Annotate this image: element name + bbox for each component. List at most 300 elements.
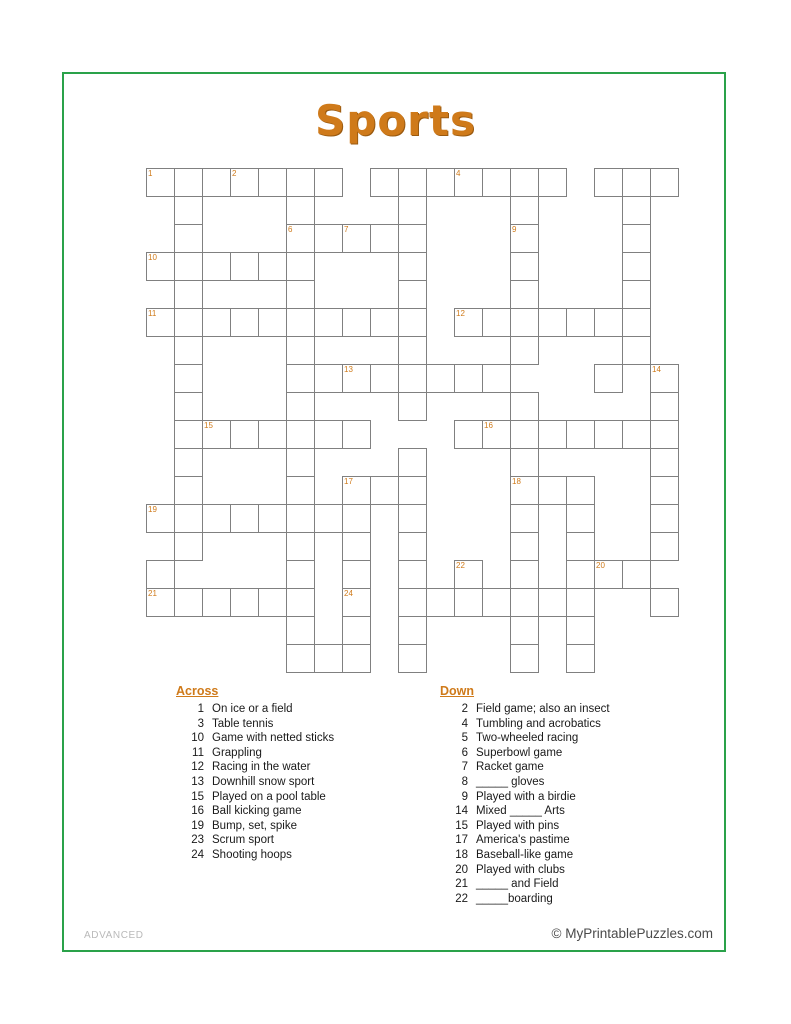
grid-blank bbox=[427, 225, 455, 253]
grid-row bbox=[147, 617, 679, 645]
grid-cell[interactable] bbox=[623, 281, 651, 309]
grid-cell[interactable] bbox=[651, 505, 679, 533]
grid-blank bbox=[231, 225, 259, 253]
grid-cell[interactable] bbox=[399, 253, 427, 281]
grid-blank bbox=[315, 533, 343, 561]
grid-blank bbox=[539, 337, 567, 365]
grid-cell[interactable] bbox=[203, 309, 231, 337]
grid-cell[interactable] bbox=[287, 645, 315, 673]
grid-cell[interactable] bbox=[483, 309, 511, 337]
grid-cell[interactable] bbox=[175, 505, 203, 533]
grid-cell-number: 24 bbox=[344, 589, 353, 598]
grid-cell[interactable] bbox=[203, 421, 231, 449]
crossword-grid[interactable] bbox=[146, 168, 679, 673]
grid-cell[interactable] bbox=[511, 281, 539, 309]
grid-blank bbox=[231, 197, 259, 225]
grid-cell[interactable] bbox=[343, 589, 371, 617]
grid-cell[interactable] bbox=[567, 421, 595, 449]
grid-cell[interactable] bbox=[371, 365, 399, 393]
grid-cell[interactable] bbox=[623, 197, 651, 225]
grid-blank bbox=[427, 281, 455, 309]
grid-blank bbox=[203, 225, 231, 253]
grid-blank bbox=[455, 533, 483, 561]
grid-cell[interactable] bbox=[567, 589, 595, 617]
grid-cell[interactable] bbox=[203, 589, 231, 617]
grid-blank bbox=[203, 477, 231, 505]
clue-text: Racket game bbox=[476, 761, 544, 774]
grid-cell[interactable] bbox=[539, 309, 567, 337]
grid-blank bbox=[259, 533, 287, 561]
grid-cell[interactable] bbox=[399, 225, 427, 253]
copyright-notice: © MyPrintablePuzzles.com bbox=[551, 926, 713, 941]
grid-blank bbox=[623, 365, 651, 393]
grid-cell[interactable] bbox=[399, 281, 427, 309]
grid-blank bbox=[539, 281, 567, 309]
grid-cell[interactable] bbox=[399, 645, 427, 673]
grid-blank bbox=[623, 477, 651, 505]
clue-text: Ball kicking game bbox=[212, 805, 302, 818]
grid-cell[interactable] bbox=[287, 477, 315, 505]
grid-cell[interactable] bbox=[511, 337, 539, 365]
grid-blank bbox=[483, 197, 511, 225]
grid-cell[interactable] bbox=[511, 477, 539, 505]
grid-cell-number: 10 bbox=[148, 253, 157, 262]
grid-cell[interactable] bbox=[511, 253, 539, 281]
grid-cell[interactable] bbox=[315, 169, 343, 197]
grid-cell[interactable] bbox=[147, 505, 175, 533]
grid-cell[interactable] bbox=[343, 645, 371, 673]
grid-blank bbox=[595, 281, 623, 309]
grid-cell[interactable] bbox=[343, 477, 371, 505]
grid-blank bbox=[371, 505, 399, 533]
grid-blank bbox=[343, 253, 371, 281]
grid-cell[interactable] bbox=[511, 533, 539, 561]
grid-cell[interactable] bbox=[595, 421, 623, 449]
across-heading: Across bbox=[176, 684, 219, 698]
grid-cell[interactable] bbox=[287, 225, 315, 253]
grid-cell[interactable] bbox=[259, 589, 287, 617]
grid-cell[interactable] bbox=[343, 617, 371, 645]
grid-cell[interactable] bbox=[651, 449, 679, 477]
grid-blank bbox=[427, 253, 455, 281]
grid-blank bbox=[315, 561, 343, 589]
grid-cell[interactable] bbox=[175, 421, 203, 449]
grid-blank bbox=[427, 561, 455, 589]
clue-number: 9 bbox=[461, 790, 468, 803]
grid-blank bbox=[371, 337, 399, 365]
grid-blank bbox=[203, 561, 231, 589]
grid-blank bbox=[539, 365, 567, 393]
grid-cell[interactable] bbox=[651, 421, 679, 449]
grid-cell-number: 15 bbox=[204, 421, 213, 430]
grid-blank bbox=[483, 337, 511, 365]
grid-blank bbox=[595, 197, 623, 225]
grid-cell-number: 2 bbox=[232, 169, 237, 178]
grid-cell[interactable] bbox=[287, 561, 315, 589]
grid-cell[interactable] bbox=[287, 421, 315, 449]
grid-cell[interactable] bbox=[315, 505, 343, 533]
grid-cell[interactable] bbox=[315, 421, 343, 449]
grid-cell[interactable] bbox=[483, 589, 511, 617]
grid-cell[interactable] bbox=[399, 309, 427, 337]
grid-cell[interactable] bbox=[595, 169, 623, 197]
clue-number: 22 bbox=[455, 892, 468, 905]
grid-cell[interactable] bbox=[595, 309, 623, 337]
grid-cell[interactable] bbox=[287, 281, 315, 309]
grid-cell[interactable] bbox=[399, 169, 427, 197]
grid-cell[interactable] bbox=[651, 589, 679, 617]
grid-row bbox=[147, 309, 679, 337]
grid-row bbox=[147, 589, 679, 617]
grid-cell[interactable] bbox=[147, 169, 175, 197]
clue-number: 15 bbox=[191, 790, 204, 803]
grid-blank bbox=[371, 393, 399, 421]
grid-cell[interactable] bbox=[343, 561, 371, 589]
grid-cell[interactable] bbox=[427, 365, 455, 393]
grid-cell[interactable] bbox=[399, 617, 427, 645]
grid-blank bbox=[147, 281, 175, 309]
grid-cell[interactable] bbox=[399, 589, 427, 617]
grid-blank bbox=[539, 393, 567, 421]
grid-blank bbox=[259, 281, 287, 309]
grid-cell[interactable] bbox=[567, 617, 595, 645]
grid-row bbox=[147, 225, 679, 253]
grid-blank bbox=[427, 337, 455, 365]
grid-row bbox=[147, 533, 679, 561]
grid-cell[interactable] bbox=[511, 505, 539, 533]
grid-cell[interactable] bbox=[287, 449, 315, 477]
grid-blank bbox=[483, 617, 511, 645]
clue-number: 2 bbox=[461, 703, 468, 715]
grid-cell[interactable] bbox=[399, 505, 427, 533]
grid-blank bbox=[483, 645, 511, 673]
grid-cell[interactable] bbox=[511, 645, 539, 673]
grid-cell[interactable] bbox=[343, 225, 371, 253]
grid-blank bbox=[483, 477, 511, 505]
grid-cell-number: 14 bbox=[652, 365, 661, 374]
grid-cell[interactable] bbox=[287, 533, 315, 561]
grid-cell[interactable] bbox=[567, 645, 595, 673]
grid-cell[interactable] bbox=[371, 477, 399, 505]
grid-cell[interactable] bbox=[315, 309, 343, 337]
grid-cell[interactable] bbox=[623, 337, 651, 365]
grid-cell[interactable] bbox=[483, 365, 511, 393]
grid-blank bbox=[147, 337, 175, 365]
clue-text: Grappling bbox=[212, 746, 262, 759]
grid-cell[interactable] bbox=[287, 617, 315, 645]
grid-blank bbox=[595, 589, 623, 617]
grid-cell[interactable] bbox=[287, 393, 315, 421]
grid-cell[interactable] bbox=[371, 225, 399, 253]
grid-cell[interactable] bbox=[511, 393, 539, 421]
grid-cell[interactable] bbox=[231, 589, 259, 617]
grid-blank bbox=[595, 505, 623, 533]
grid-blank bbox=[567, 197, 595, 225]
grid-blank bbox=[595, 337, 623, 365]
grid-cell[interactable] bbox=[287, 169, 315, 197]
clue-text: Played on a pool table bbox=[212, 790, 326, 803]
grid-cell[interactable] bbox=[511, 449, 539, 477]
clue-text: Scrum sport bbox=[212, 834, 274, 847]
grid-blank bbox=[231, 617, 259, 645]
grid-blank bbox=[231, 393, 259, 421]
grid-cell[interactable] bbox=[623, 225, 651, 253]
grid-cell[interactable] bbox=[455, 589, 483, 617]
grid-cell[interactable] bbox=[175, 253, 203, 281]
grid-blank bbox=[539, 561, 567, 589]
grid-cell[interactable] bbox=[287, 505, 315, 533]
grid-blank bbox=[259, 337, 287, 365]
grid-cell[interactable] bbox=[175, 365, 203, 393]
clue-number: 19 bbox=[191, 819, 204, 832]
grid-cell[interactable] bbox=[287, 337, 315, 365]
clue-row bbox=[440, 863, 720, 878]
grid-cell[interactable] bbox=[623, 309, 651, 337]
grid-blank bbox=[455, 617, 483, 645]
grid-cell[interactable] bbox=[231, 169, 259, 197]
grid-cell[interactable] bbox=[595, 365, 623, 393]
grid-blank bbox=[539, 617, 567, 645]
grid-blank bbox=[539, 533, 567, 561]
grid-cell[interactable] bbox=[623, 169, 651, 197]
grid-row bbox=[147, 197, 679, 225]
grid-cell[interactable] bbox=[175, 449, 203, 477]
grid-row bbox=[147, 477, 679, 505]
grid-blank bbox=[175, 645, 203, 673]
grid-blank bbox=[259, 449, 287, 477]
grid-cell[interactable] bbox=[315, 365, 343, 393]
grid-cell[interactable] bbox=[175, 169, 203, 197]
grid-blank bbox=[539, 505, 567, 533]
grid-cell[interactable] bbox=[623, 561, 651, 589]
grid-cell[interactable] bbox=[231, 309, 259, 337]
grid-cell[interactable] bbox=[175, 477, 203, 505]
grid-blank bbox=[651, 281, 679, 309]
grid-cell[interactable] bbox=[567, 533, 595, 561]
grid-cell[interactable] bbox=[651, 365, 679, 393]
grid-cell[interactable] bbox=[287, 309, 315, 337]
grid-cell[interactable] bbox=[343, 421, 371, 449]
grid-cell[interactable] bbox=[147, 253, 175, 281]
grid-cell[interactable] bbox=[539, 169, 567, 197]
crossword-table[interactable] bbox=[146, 168, 679, 673]
grid-cell[interactable] bbox=[315, 225, 343, 253]
grid-cell[interactable] bbox=[483, 421, 511, 449]
grid-cell-number: 20 bbox=[596, 561, 605, 570]
grid-cell[interactable] bbox=[175, 197, 203, 225]
clue-text: _____boarding bbox=[476, 892, 553, 905]
grid-cell[interactable] bbox=[567, 505, 595, 533]
grid-cell[interactable] bbox=[567, 309, 595, 337]
clue-row bbox=[440, 819, 720, 834]
grid-row bbox=[147, 505, 679, 533]
clue-text: Mixed _____ Arts bbox=[476, 805, 565, 818]
grid-cell[interactable] bbox=[455, 169, 483, 197]
grid-blank bbox=[147, 645, 175, 673]
grid-cell[interactable] bbox=[147, 309, 175, 337]
grid-cell[interactable] bbox=[371, 169, 399, 197]
grid-cell[interactable] bbox=[175, 393, 203, 421]
grid-blank bbox=[203, 645, 231, 673]
grid-cell[interactable] bbox=[231, 505, 259, 533]
grid-blank bbox=[343, 197, 371, 225]
grid-row bbox=[147, 337, 679, 365]
grid-cell[interactable] bbox=[343, 309, 371, 337]
grid-cell[interactable] bbox=[287, 253, 315, 281]
grid-blank bbox=[203, 197, 231, 225]
grid-cell[interactable] bbox=[259, 421, 287, 449]
clue-row bbox=[176, 848, 416, 863]
grid-cell[interactable] bbox=[595, 561, 623, 589]
down-heading: Down bbox=[440, 684, 475, 698]
grid-cell[interactable] bbox=[399, 477, 427, 505]
grid-cell[interactable] bbox=[539, 477, 567, 505]
grid-cell[interactable] bbox=[259, 309, 287, 337]
clue-row bbox=[440, 790, 720, 805]
grid-blank bbox=[623, 645, 651, 673]
grid-cell[interactable] bbox=[511, 197, 539, 225]
grid-cell[interactable] bbox=[287, 365, 315, 393]
clue-row bbox=[440, 746, 720, 761]
grid-cell[interactable] bbox=[511, 225, 539, 253]
grid-cell[interactable] bbox=[651, 393, 679, 421]
grid-cell[interactable] bbox=[147, 589, 175, 617]
grid-cell[interactable] bbox=[175, 225, 203, 253]
grid-blank bbox=[455, 505, 483, 533]
grid-cell[interactable] bbox=[287, 589, 315, 617]
grid-cell[interactable] bbox=[651, 477, 679, 505]
grid-cell-number: 19 bbox=[148, 505, 157, 514]
grid-cell[interactable] bbox=[259, 169, 287, 197]
grid-cell[interactable] bbox=[175, 533, 203, 561]
grid-cell[interactable] bbox=[399, 533, 427, 561]
grid-cell[interactable] bbox=[511, 169, 539, 197]
grid-cell[interactable] bbox=[343, 505, 371, 533]
grid-blank bbox=[371, 421, 399, 449]
grid-cell[interactable] bbox=[259, 505, 287, 533]
grid-cell[interactable] bbox=[455, 309, 483, 337]
grid-row bbox=[147, 421, 679, 449]
grid-cell[interactable] bbox=[455, 421, 483, 449]
grid-cell[interactable] bbox=[623, 253, 651, 281]
grid-cell-number: 6 bbox=[288, 225, 293, 234]
grid-cell[interactable] bbox=[567, 477, 595, 505]
grid-cell[interactable] bbox=[455, 365, 483, 393]
grid-blank bbox=[315, 393, 343, 421]
grid-cell[interactable] bbox=[651, 533, 679, 561]
grid-cell[interactable] bbox=[175, 281, 203, 309]
grid-blank bbox=[595, 533, 623, 561]
grid-cell[interactable] bbox=[175, 309, 203, 337]
grid-cell[interactable] bbox=[231, 421, 259, 449]
grid-row bbox=[147, 561, 679, 589]
grid-cell[interactable] bbox=[511, 421, 539, 449]
clue-number: 16 bbox=[191, 805, 204, 818]
grid-cell[interactable] bbox=[623, 421, 651, 449]
grid-blank bbox=[651, 225, 679, 253]
grid-cell[interactable] bbox=[203, 253, 231, 281]
grid-cell[interactable] bbox=[399, 365, 427, 393]
grid-blank bbox=[371, 449, 399, 477]
grid-cell[interactable] bbox=[651, 169, 679, 197]
grid-blank bbox=[427, 449, 455, 477]
grid-cell[interactable] bbox=[175, 337, 203, 365]
clue-text: Game with netted sticks bbox=[212, 732, 335, 745]
grid-blank bbox=[371, 645, 399, 673]
grid-cell[interactable] bbox=[511, 617, 539, 645]
clue-row bbox=[440, 702, 720, 717]
grid-cell-number: 16 bbox=[484, 421, 493, 430]
grid-blank bbox=[259, 477, 287, 505]
grid-blank bbox=[259, 225, 287, 253]
grid-blank bbox=[595, 477, 623, 505]
grid-blank bbox=[399, 421, 427, 449]
grid-blank bbox=[651, 197, 679, 225]
grid-cell-number: 1 bbox=[148, 169, 153, 178]
grid-blank bbox=[483, 561, 511, 589]
grid-blank bbox=[259, 561, 287, 589]
clue-row bbox=[440, 775, 720, 790]
grid-cell[interactable] bbox=[567, 561, 595, 589]
grid-cell[interactable] bbox=[399, 337, 427, 365]
clue-number: 12 bbox=[191, 761, 204, 774]
grid-cell[interactable] bbox=[147, 561, 175, 589]
grid-cell[interactable] bbox=[427, 169, 455, 197]
clue-row bbox=[440, 731, 720, 746]
grid-blank bbox=[315, 337, 343, 365]
grid-cell[interactable] bbox=[511, 309, 539, 337]
grid-blank bbox=[315, 617, 343, 645]
grid-cell[interactable] bbox=[231, 253, 259, 281]
grid-cell[interactable] bbox=[539, 421, 567, 449]
grid-cell[interactable] bbox=[315, 645, 343, 673]
grid-cell[interactable] bbox=[539, 589, 567, 617]
grid-blank bbox=[203, 449, 231, 477]
grid-blank bbox=[651, 309, 679, 337]
grid-cell[interactable] bbox=[203, 169, 231, 197]
grid-cell[interactable] bbox=[175, 589, 203, 617]
grid-cell[interactable] bbox=[371, 309, 399, 337]
grid-cell[interactable] bbox=[455, 561, 483, 589]
grid-cell[interactable] bbox=[511, 589, 539, 617]
clue-text: Bump, set, spike bbox=[212, 819, 298, 832]
clue-text: Two-wheeled racing bbox=[476, 732, 579, 745]
clue-number: 11 bbox=[192, 746, 204, 759]
grid-blank bbox=[651, 645, 679, 673]
clue-number: 7 bbox=[461, 761, 468, 774]
grid-cell-number: 7 bbox=[344, 225, 349, 234]
grid-cell[interactable] bbox=[399, 561, 427, 589]
grid-blank bbox=[147, 197, 175, 225]
grid-cell[interactable] bbox=[287, 197, 315, 225]
grid-cell[interactable] bbox=[399, 197, 427, 225]
grid-cell[interactable] bbox=[343, 533, 371, 561]
grid-cell[interactable] bbox=[343, 365, 371, 393]
grid-blank bbox=[455, 449, 483, 477]
grid-cell[interactable] bbox=[203, 505, 231, 533]
clue-number: 20 bbox=[455, 863, 468, 876]
grid-cell[interactable] bbox=[511, 561, 539, 589]
grid-cell[interactable] bbox=[259, 253, 287, 281]
grid-cell[interactable] bbox=[427, 589, 455, 617]
clue-text: Played with a birdie bbox=[476, 790, 576, 803]
clue-row bbox=[176, 746, 416, 761]
grid-cell[interactable] bbox=[399, 449, 427, 477]
grid-blank bbox=[427, 197, 455, 225]
grid-cell[interactable] bbox=[399, 393, 427, 421]
grid-blank bbox=[427, 309, 455, 337]
grid-cell[interactable] bbox=[483, 169, 511, 197]
